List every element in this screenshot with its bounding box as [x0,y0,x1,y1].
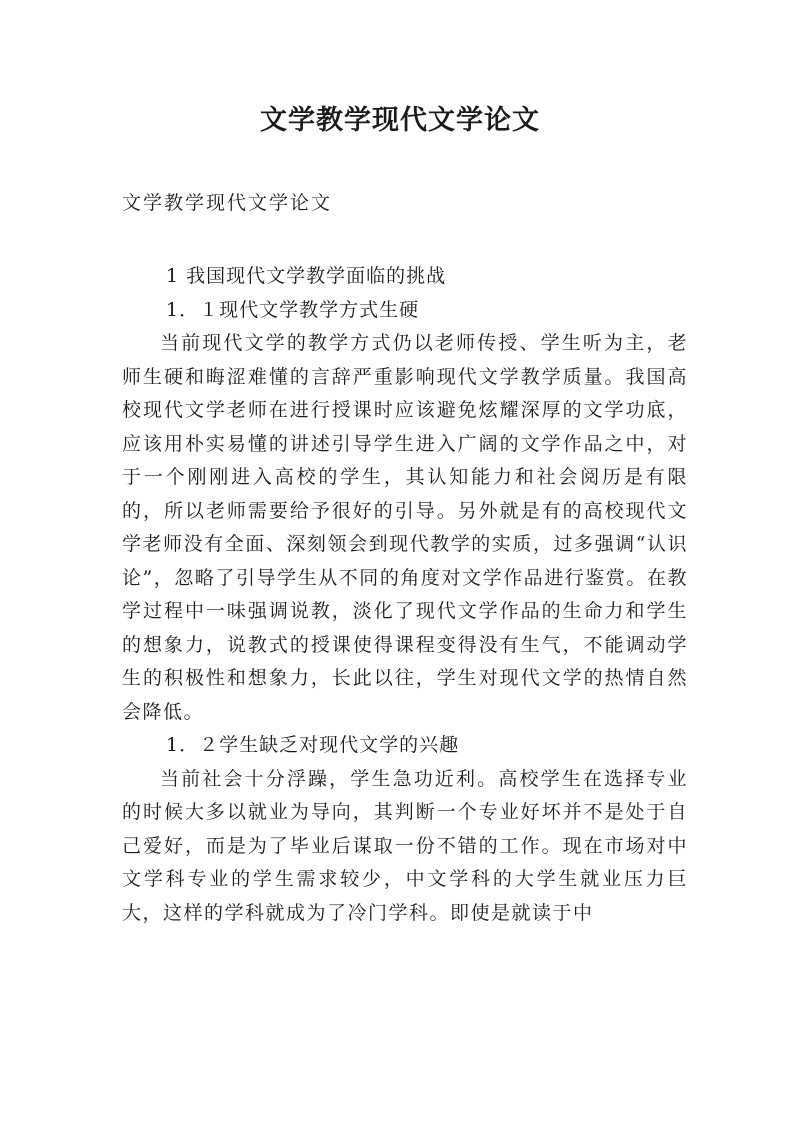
section-1-1-heading: 1．１现代文学教学方式生硬 [166,298,420,321]
paragraph-2: 当前社会十分浮躁，学生急功近利。高校学生在选择专业的时候大多以就业为导向，其判断一个专业好坏并不是处于自己爱好，而是为了毕业后谋取一份不错的工作。现在市场对中文学科专业的学生需求较少，中文学科的大学生就业压力巨大，这样的学科就成为了冷门学科。即使是就读于中 [122,767,688,924]
paragraph-1: 当前现代文学的教学方式仍以老师传授、学生听为主，老师生硬和晦涩难懂的言辞严重影响现代文学教学质量。我国高校现代文学老师在进行授课时应该避免炫耀深厚的文学功底，应该用朴实易懂的讲述引导学生进入广阔的文学作品之中，对于一个刚刚进入高校的学生，其认知能力和社会阅历是有限的，所以老师需要给予很好的引导。另外就是有的高校现代文学老师没有全面、深刻领会到现代教学的实质，过多强调“认识论”，忽略了引导学生从不同的角度对文学作品进行鉴赏。在教学过程中一味强调说教，淡化了现代文学作品的生命力和学生的想象力，说教式的授课使得课程变得没有生气，不能调动学生的积极性和想象力，长此以往，学生对现代文学的热情自然会降低。 [122,332,688,723]
section-1-2-heading: 1．２学生缺乏对现代文学的兴趣 [166,734,460,756]
section-1-heading: 1 我国现代文学教学面临的挑战 [166,265,447,287]
document-subtitle: 文学教学现代文学论文 [122,192,333,214]
document-body [122,260,688,930]
document-title: 文学教学现代文学论文 [260,105,540,136]
